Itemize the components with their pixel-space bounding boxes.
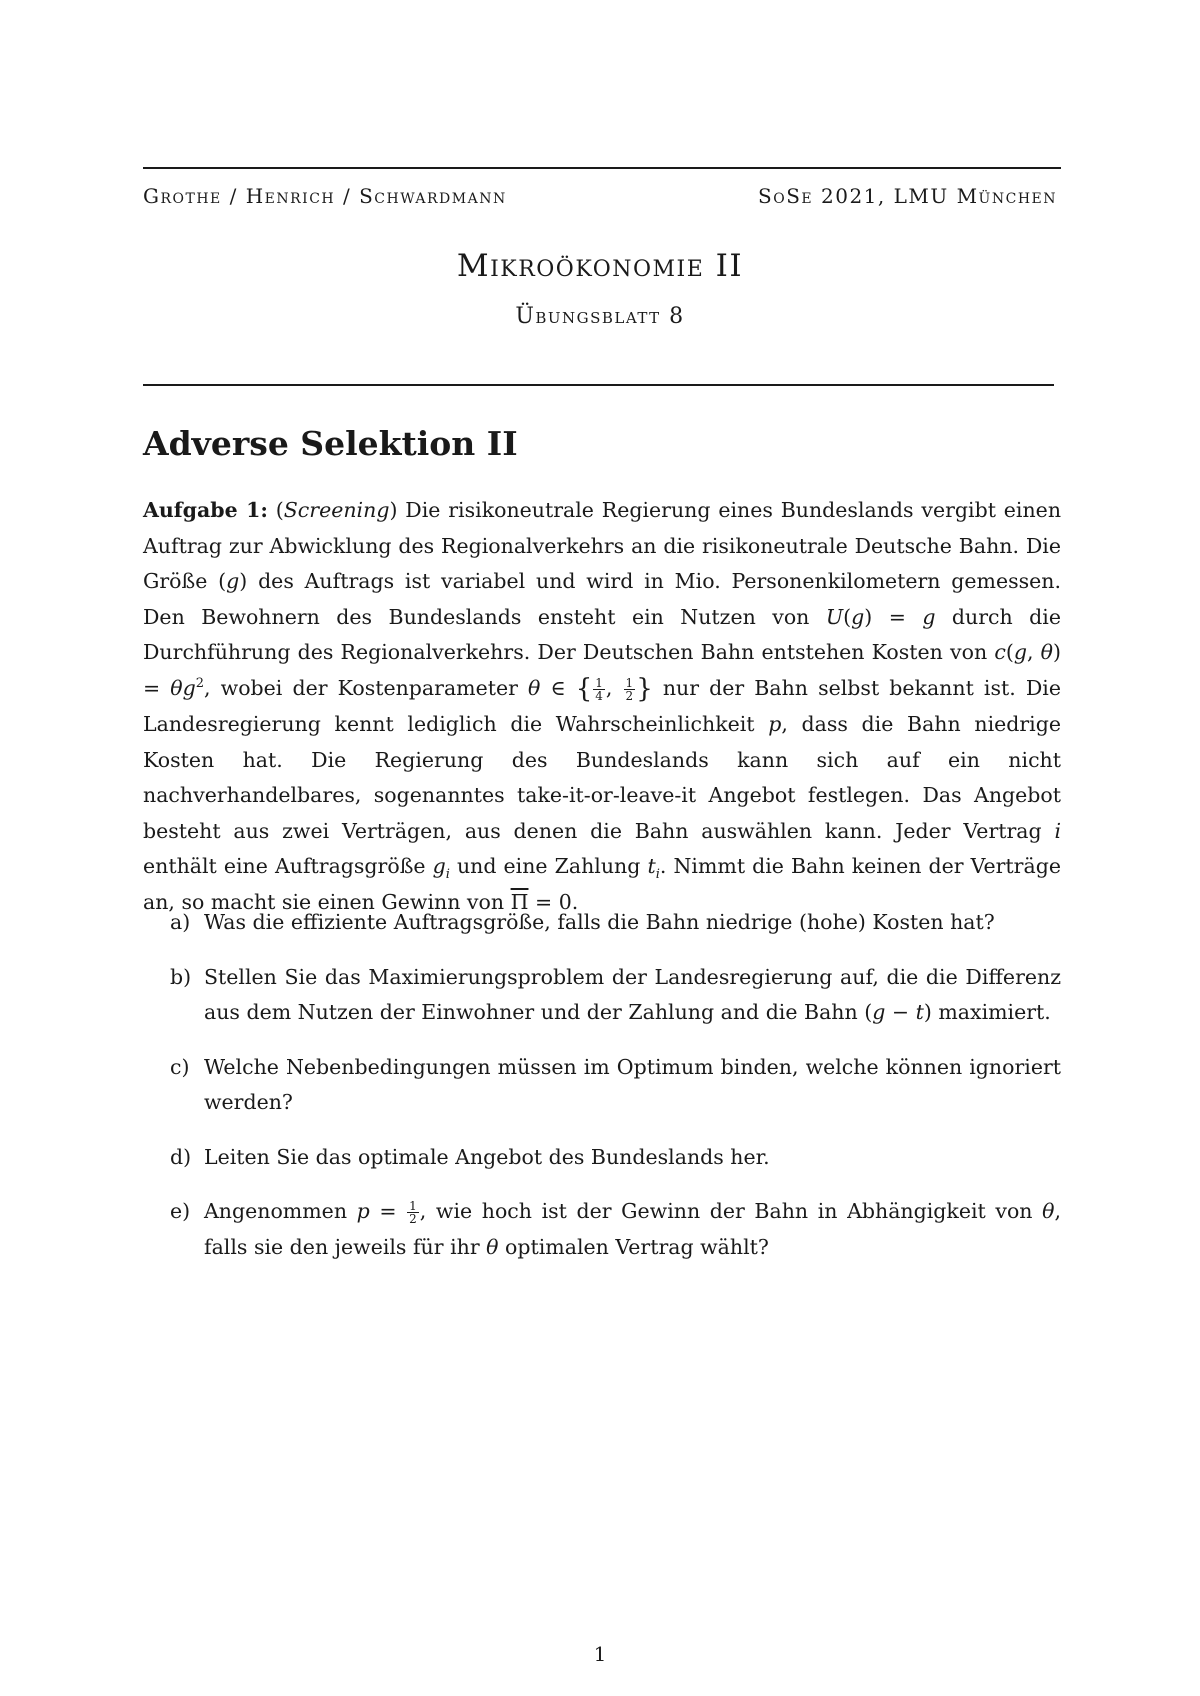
subtask-d [170, 1140, 1061, 1176]
subtask-label: b) [170, 964, 192, 989]
top-rule [143, 167, 1061, 169]
subtask-c [170, 1050, 1061, 1121]
task-text-9: . Nimmt die Bahn keinen der Verträge an, so macht sie einen Gewinn von [143, 854, 1061, 914]
subtask-label: c) [170, 1054, 190, 1079]
task-text-6: , dass die Bahn niedrige Kosten hat. Die Regierung des Bundeslands kann sich auf ein nicht nachverhandelbares, sogenanntes take-it-or-leave-it Angebot festlegen. Das Angebot besteht aus zwei Verträgen, aus denen die Bahn auswählen kann. Jeder Vertrag [143, 712, 1061, 843]
fraction-one-half: $\frac{1}{2}$ [409, 1199, 417, 1226]
subtask-b: b) Stellen Sie das Maximierungsproblem der Landesregierung auf, die die Differenz aus dem Nutzen der Einwohner und der Zahlung and die Bahn (g − t) maximiert. [170, 960, 1061, 1031]
subtask-e: e) Angenommen p = $\frac{1}{2}$ , wie hoch ist der Gewinn der Bahn in Abhängigkeit von θ, falls sie den jeweils für ihr θ optimalen Vertrag wählt? [170, 1194, 1061, 1265]
subtask-label: a) [170, 910, 191, 934]
task-text-3: durch die Durchführung des Regionalverkehrs. Der Deutschen Bahn entstehen Kosten von [143, 604, 1061, 664]
subtask-label: d) [170, 1144, 192, 1169]
fraction-one-quarter: $\frac{1}{4}$ [595, 675, 603, 703]
task-text-8: und eine Zahlung [456, 854, 641, 878]
task-text-7: enthält eine Auftragsgröße [143, 854, 426, 878]
sheet-title: Übungsblatt 8 [515, 304, 685, 329]
fraction-one-half: $\frac{1}{2}$ [625, 675, 634, 703]
task-1: Aufgabe 1: (Screening) Die risikoneutrale Regierung eines Bundeslands vergibt einen Auftrag zur Abwicklung des Regionalverkehrs an die risikoneutrale Deutsche Bahn. Die Größe (g) des Auftrags ist variabel und wird in Mio. Personenkilometern gemessen. Den Bewohnern des Bundeslands ensteht ein Nutzen von U(g) = g durch die Durchführung des Regionalverkehrs. Der Deutschen Bahn entstehen Kosten von c(g, $\theta) = \theta g^2$, wobei der Kostenparameter θ ∈ { $\frac{1}{4}$ , $\frac{1}{2}$ } nur der Bahn selbst bekannt ist. Die Landesregierung kennt lediglich die Wahrscheinlichkeit p, dass die Bahn niedrige Kosten hat. Die Regierung des Bundeslands kann sich auf ein nicht nachverhandelbares, sogenanntes take-it-or-leave-it Angebot festlegen. Das Angebot besteht aus zwei Verträgen, aus denen die Bahn auswählen kann. Jeder Vertrag i enthält eine Auftragsgröße $g_i$ und eine Zahlung $t_i$. Nimmt die Bahn keinen der Verträge an, so macht sie einen Gewinn von $\overline{\Pi} = 0$. [143, 498, 1062, 914]
subtask-text: Was die effiziente Auftragsgröße, falls die Bahn niedrige (hohe) Kosten hat? [204, 910, 995, 934]
subtask-text: Welche Nebenbedingungen müssen im Optimum binden, welche können ignoriert werden? [204, 1054, 1061, 1114]
section-title: Adverse Selektion II [143, 424, 518, 463]
subtask-text: Angenommen [204, 1199, 348, 1223]
subtask-text-end: optimalen Vertrag wählt? [505, 1234, 769, 1259]
page-number: 1 [593, 1642, 607, 1666]
subtask-text: Leiten Sie das optimale Angebot des Bundeslands her. [204, 1144, 770, 1169]
subtask-text-mid: , wie hoch ist der Gewinn der Bahn in Abhängigkeit von [419, 1199, 1033, 1223]
task-text-2: des Auftrags ist variabel und wird in Mio. Personenkilometern gemessen. Den Bewohnern des Bundeslands ensteht ein Nutzen von [143, 569, 1062, 629]
subtask-text-after: maximiert. [938, 1000, 1051, 1024]
subtask-list [170, 905, 1061, 1284]
header-authors: Grothe / Henrich / Schwardmann [143, 184, 507, 208]
subtask-label: e) [170, 1199, 191, 1223]
title-rule [143, 384, 1054, 386]
task-text-4: , wobei der Kostenparameter [204, 675, 518, 700]
subtask-text-after: , falls sie den jeweils für ihr [204, 1199, 1061, 1259]
course-title: Mikroökonomie II [456, 248, 744, 284]
task-text-5: nur der Bahn selbst bekannt ist. Die Landesregierung kennt lediglich die Wahrscheinlichkeit [143, 675, 1061, 736]
task-text-1: Die risikoneutrale Regierung eines Bundeslands vergibt einen Auftrag zur Abwicklung des Regionalverkehrs an die risikoneutrale Deutsche Bahn. Die Größe [143, 498, 1062, 593]
subtask-a [170, 905, 1061, 941]
task-label: Aufgabe 1: [143, 498, 268, 522]
header-term: SoSe 2021, LMU München [758, 184, 1057, 208]
subtask-text: Stellen Sie das Maximierungsproblem der Landesregierung auf, die die Differenz aus dem Nutzen der Einwohner und der Zahlung and die Bahn [204, 964, 1061, 1024]
task-topic: Screening [283, 498, 390, 522]
